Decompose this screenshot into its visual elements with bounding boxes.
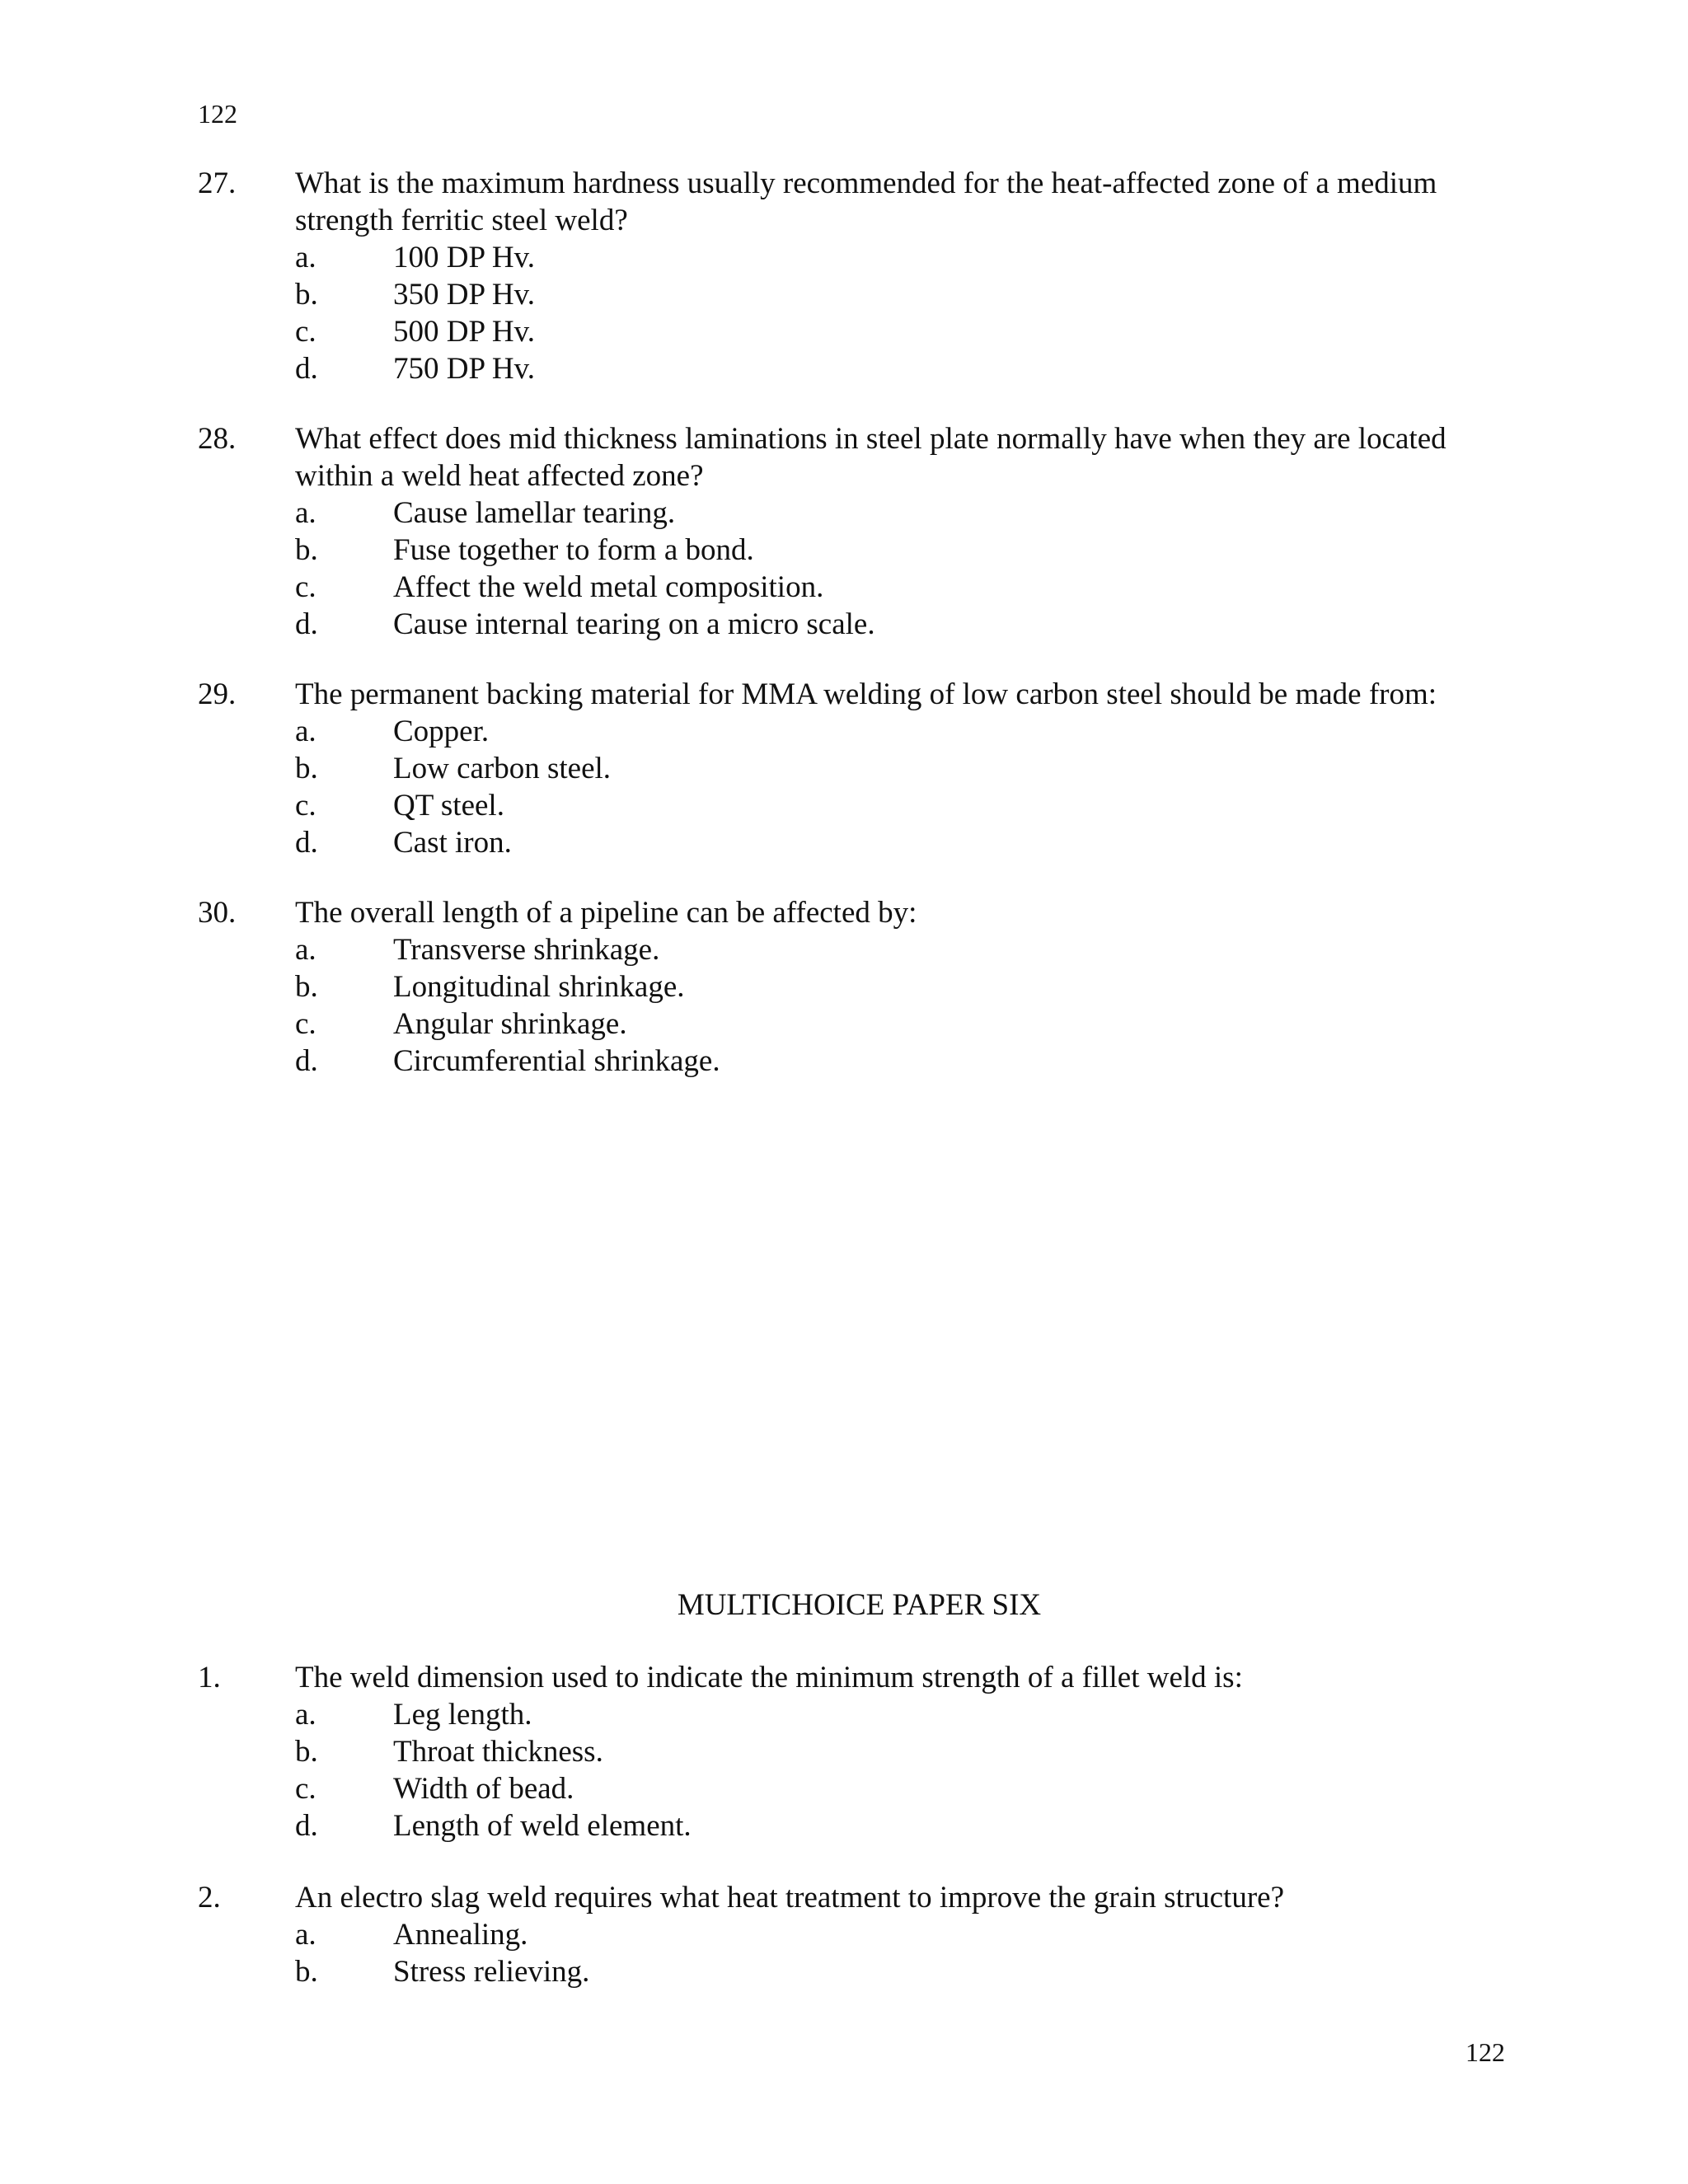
question-28 <box>198 420 1517 643</box>
option-text: QT steel. <box>393 789 504 823</box>
option-text: Stress relieving. <box>393 1955 590 1989</box>
option-text: Length of weld element. <box>393 1809 692 1843</box>
option-text: Cast iron. <box>393 826 512 860</box>
option-text: Low carbon steel. <box>393 752 612 785</box>
option-a[interactable] <box>198 1696 1517 1733</box>
option-b[interactable] <box>198 1953 1517 1990</box>
option-list <box>198 494 1517 643</box>
option-letter: c. <box>295 315 316 349</box>
section-title: MULTICHOICE PAPER SIX <box>677 1588 1042 1622</box>
option-list <box>198 713 1517 861</box>
option-letter: a. <box>295 1918 316 1952</box>
page-number-bottom: 122 <box>1465 2037 1505 2067</box>
option-letter: c. <box>295 1772 316 1806</box>
option-list <box>198 1696 1517 1844</box>
option-list <box>198 239 1517 387</box>
option-text: 350 DP Hv. <box>393 278 535 312</box>
question-number: 28. <box>198 422 237 456</box>
option-c[interactable] <box>198 313 1517 350</box>
option-letter: d. <box>295 1809 318 1843</box>
option-letter: c. <box>295 789 316 823</box>
question-text: The permanent backing material for MMA welding of low carbon steel should be made from: <box>295 677 1437 711</box>
question-text: What is the maximum hardness usually recommended for the heat-affected zone of a medium strength ferritic steel weld? <box>295 166 1437 237</box>
option-letter: a. <box>295 241 316 274</box>
option-letter: b. <box>295 970 318 1004</box>
question-text: The weld dimension used to indicate the minimum strength of a fillet weld is: <box>295 1661 1243 1694</box>
option-letter: c. <box>295 1007 316 1041</box>
option-text: Throat thickness. <box>393 1735 603 1769</box>
option-a[interactable] <box>198 1916 1517 1953</box>
option-letter: a. <box>295 496 316 530</box>
question-1 <box>198 1659 1517 1844</box>
option-d[interactable] <box>198 350 1517 387</box>
option-a[interactable] <box>198 931 1517 968</box>
option-letter: b. <box>295 1735 318 1769</box>
question-text: The overall length of a pipeline can be affected by: <box>295 896 917 930</box>
option-text: Circumferential shrinkage. <box>393 1044 720 1078</box>
option-list <box>198 931 1517 1080</box>
option-d[interactable] <box>198 824 1517 861</box>
page-number-top: 122 <box>198 99 237 129</box>
question-2 <box>198 1879 1517 1990</box>
question-number: 29. <box>198 677 237 711</box>
option-text: Width of bead. <box>393 1772 574 1806</box>
option-letter: a. <box>295 933 316 967</box>
option-b[interactable] <box>198 968 1517 1005</box>
question-29 <box>198 676 1517 861</box>
option-text: Copper. <box>393 715 490 748</box>
question-number: 2. <box>198 1881 221 1915</box>
option-text: Angular shrinkage. <box>393 1007 627 1041</box>
option-letter: b. <box>295 533 318 567</box>
option-text: Cause lamellar tearing. <box>393 496 676 530</box>
option-letter: d. <box>295 826 318 860</box>
option-b[interactable] <box>198 1733 1517 1770</box>
option-letter: d. <box>295 607 318 641</box>
option-text: 500 DP Hv. <box>393 315 535 349</box>
question-27 <box>198 165 1517 387</box>
option-list <box>198 1916 1517 1990</box>
option-c[interactable] <box>198 787 1517 824</box>
option-text: Cause internal tearing on a micro scale. <box>393 607 875 641</box>
option-a[interactable] <box>198 494 1517 532</box>
question-text: An electro slag weld requires what heat treatment to improve the grain structure? <box>295 1881 1284 1915</box>
option-letter: c. <box>295 570 316 604</box>
option-text: 100 DP Hv. <box>393 241 535 274</box>
option-letter: b. <box>295 1955 318 1989</box>
option-text: Affect the weld metal composition. <box>393 570 824 604</box>
option-a[interactable] <box>198 239 1517 276</box>
option-letter: a. <box>295 715 316 748</box>
question-text: What effect does mid thickness laminations in steel plate normally have when they are located within a weld heat affected zone? <box>295 422 1447 493</box>
option-text: 750 DP Hv. <box>393 352 535 386</box>
option-d[interactable] <box>198 1807 1517 1844</box>
question-number: 1. <box>198 1661 221 1694</box>
option-d[interactable] <box>198 606 1517 643</box>
option-d[interactable] <box>198 1043 1517 1080</box>
option-letter: d. <box>295 1044 318 1078</box>
option-text: Transverse shrinkage. <box>393 933 660 967</box>
option-letter: d. <box>295 352 318 386</box>
question-number: 27. <box>198 166 237 200</box>
question-30 <box>198 894 1517 1080</box>
option-letter: b. <box>295 752 318 785</box>
option-letter: a. <box>295 1698 316 1732</box>
option-letter: b. <box>295 278 318 312</box>
option-c[interactable] <box>198 1005 1517 1043</box>
option-text: Fuse together to form a bond. <box>393 533 754 567</box>
option-b[interactable] <box>198 532 1517 569</box>
option-c[interactable] <box>198 569 1517 606</box>
option-text: Leg length. <box>393 1698 532 1732</box>
option-text: Longitudinal shrinkage. <box>393 970 685 1004</box>
question-number: 30. <box>198 896 237 930</box>
option-b[interactable] <box>198 276 1517 313</box>
option-a[interactable] <box>198 713 1517 750</box>
option-text: Annealing. <box>393 1918 528 1952</box>
option-c[interactable] <box>198 1770 1517 1807</box>
option-b[interactable] <box>198 750 1517 787</box>
